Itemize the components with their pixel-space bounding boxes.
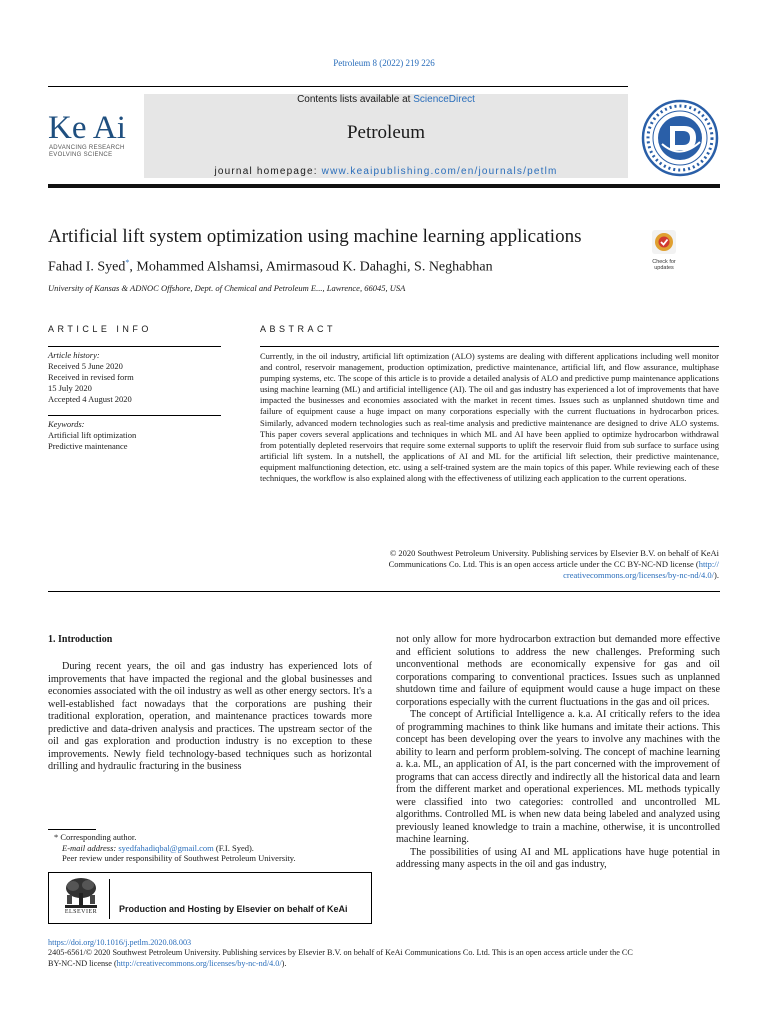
- abstract-text: Currently, in the oil industry, artificial lift optimization (ALO) systems are dealing with different applications including well monitor and control, reservoir management, production optimization, predictive maintenance, artificial lift, and flow assurance, multiphase pumping systems, etc. The scope of this article is to provide a detailed analysis of ALO and predictive pump maintenance applications using machine learning (ML) and artificial intelligence (AI). The oil and gas industry has experienced a lot of improvements that have impacted the businesses and economies associated with the market in recent times. Issues such as unplanned shutdown time and failure of equipment cause a huge impact on many corporations especially with the current fluctuations in hydrocarbon prices. Similarly, advanced modern technologies such as real-time analysis and predictive maintenance are designed to drive ALO systems. This paper covers several applications and techniques in which ML and AI have been applied to optimize hydrocarbon withdrawal from potentially depleted reservoirs that require some external supports to uplift the reservoir fluid from sub surface to surface using artificial lift system. In a nutshell, the applications of AI and ML for the artificial lift selection, their predictive maintenance, equipment malfunctioning detection, etc. using a self-trained system are the main topics of this paper. While reviewing each of these techniques, the workflow is also explained along with the effectiveness of utilizing each application to the current operations.: [260, 351, 719, 484]
- homepage-link[interactable]: www.keaipublishing.com/en/journals/petlm: [321, 166, 558, 177]
- email-link[interactable]: syedfahadiqbal@gmail.com: [118, 842, 214, 853]
- author-list: Fahad I. Syed*, Mohammed Alshamsi, Amirmasoud K. Dahaghi, S. Neghabhan: [48, 258, 493, 275]
- section-heading: 1. Introduction: [48, 634, 113, 645]
- article-info-heading: ARTICLE INFO: [48, 324, 152, 334]
- keai-tagline: ADVANCING RESEARCH EVOLVING SCIENCE: [49, 145, 125, 158]
- hosting-text: Production and Hosting by Elsevier on behalf of KeAi: [119, 904, 348, 914]
- header-rule: [48, 86, 628, 87]
- journal-citation[interactable]: Petroleum 8 (2022) 219 226: [333, 58, 435, 68]
- check-for-updates-button[interactable]: Check for updates: [646, 230, 682, 271]
- affiliation: University of Kansas & ADNOC Offshore, Dept. of Chemical and Petroleum E..., Lawrence, 66045, USA: [48, 283, 406, 293]
- university-seal-icon: [640, 98, 720, 178]
- abstract-copyright: © 2020 Southwest Petroleum University. Publishing services by Elsevier B.V. on behalf of KeAi Communications Co. Ltd. This is an open access article under the CC BY-NC-ND license (http:// creativecommons.org/licenses/by-nc-nd/4.0/).: [388, 548, 719, 581]
- elsevier-hosting-box: [48, 872, 372, 924]
- corresponding-mark[interactable]: *: [125, 258, 130, 267]
- footnote: * Corresponding author. E-mail address: syedfahadiqbal@gmail.com (F.I. Syed). Peer review under responsibility of Southwest Petroleum University.: [54, 832, 296, 863]
- journal-homepage: journal homepage: www.keaipublishing.com/en/journals/petlm: [214, 166, 558, 177]
- license-link-cont[interactable]: creativecommons.org/licenses/by-nc-nd/4.0/: [563, 570, 715, 581]
- article-history: Article history: Received 5 June 2020 Received in revised form 15 July 2020 Accepted 4 August 2020: [48, 350, 134, 404]
- crossmark-icon: [646, 230, 682, 254]
- footnote-rule: [48, 829, 96, 830]
- body-left-column: During recent years, the oil and gas industry has experienced lots of improvements that have impacted the regional and the global businesses and economies associated with the oil industry as well as other energy sectors. It's a well-established fact nowadays that the corporations are pushing their traditional exploration, operation, and maintenance practices towards more predictive and data-driven analysis and practices. The upstream sector of the oil and gas exploration and production industry is no exception to these improvements. Newly field technology-based techniques such as horizontal drilling and hydraulic fracturing in the business: [48, 661, 372, 772]
- abstract-rule: [260, 346, 719, 347]
- elsevier-logo-text: ELSEVIER: [64, 909, 98, 915]
- keywords: Keywords: Artificial lift optimization Predictive maintenance: [48, 419, 137, 451]
- masthead-rule: [48, 184, 720, 188]
- article-title: Artificial lift system optimization using machine learning applications: [48, 226, 582, 247]
- keywords-rule: [48, 415, 221, 416]
- abstract-bottom-rule: [48, 591, 720, 592]
- info-rule: [48, 346, 221, 347]
- body-right-column: not only allow for more hydrocarbon extraction but demanded more effective and efficient solutions to address the new challenges. Preforming such unconventional methods are economically expensive for gas and oil corporations comparing to conventional practices. Issues such as unplanned shutdown time and failure of equipment would cause a huge impact on these corporations especially with the current fluctuations in the gas and oil prices. The concept of Artificial Intelligence a. k.a. AI critically refers to the idea of programming machines to think like humans and imitate their actions. This concept has been developing over the years to involve any machines with the ability to learn and perform problem-solving. The concept of machine learning a. k.a. ML, an application of AI, is the part concerned with the improvement of programs that can access directly and indirectly all the historical data and learn from the different market and operational experiences. ML methods typically were classified into two categories: controlled and uncontrolled ML algorithms. Controlled ML is when new data being labeled and analyzed using previously leaned knowledge to train a machine, otherwise, it is uncontrolled machine learning. The possibilities of using AI and ML applications have huge potential in addressing many aspects in the oil and gas industry,: [396, 634, 720, 870]
- license-link[interactable]: http://: [698, 559, 719, 570]
- footer-license-link[interactable]: http://creativecommons.org/licenses/by-nc-nd/4.0/: [116, 958, 282, 968]
- abstract-heading: ABSTRACT: [260, 324, 337, 334]
- box-divider: [109, 879, 110, 919]
- contents-line: Contents lists available at ScienceDirect: [297, 94, 475, 105]
- elsevier-tree-icon: [61, 877, 101, 909]
- doi-link[interactable]: https://doi.org/10.1016/j.petlm.2020.08.003: [48, 938, 192, 947]
- page-footer: https://doi.org/10.1016/j.petlm.2020.08.003 2405-6561/© 2020 Southwest Petroleum University. Publishing services by Elsevier B.V. on behalf of KeAi Communications Co. Ltd. This is an open access article under the CC BY-NC-ND license (http://creativecommons.org/licenses/by-nc-nd/4.0/).: [48, 938, 720, 969]
- journal-name: Petroleum: [346, 122, 426, 143]
- author-link[interactable]: Fahad I. Syed: [48, 259, 126, 275]
- sciencedirect-link[interactable]: ScienceDirect: [413, 94, 475, 105]
- keai-logo: Ke Ai: [48, 110, 126, 146]
